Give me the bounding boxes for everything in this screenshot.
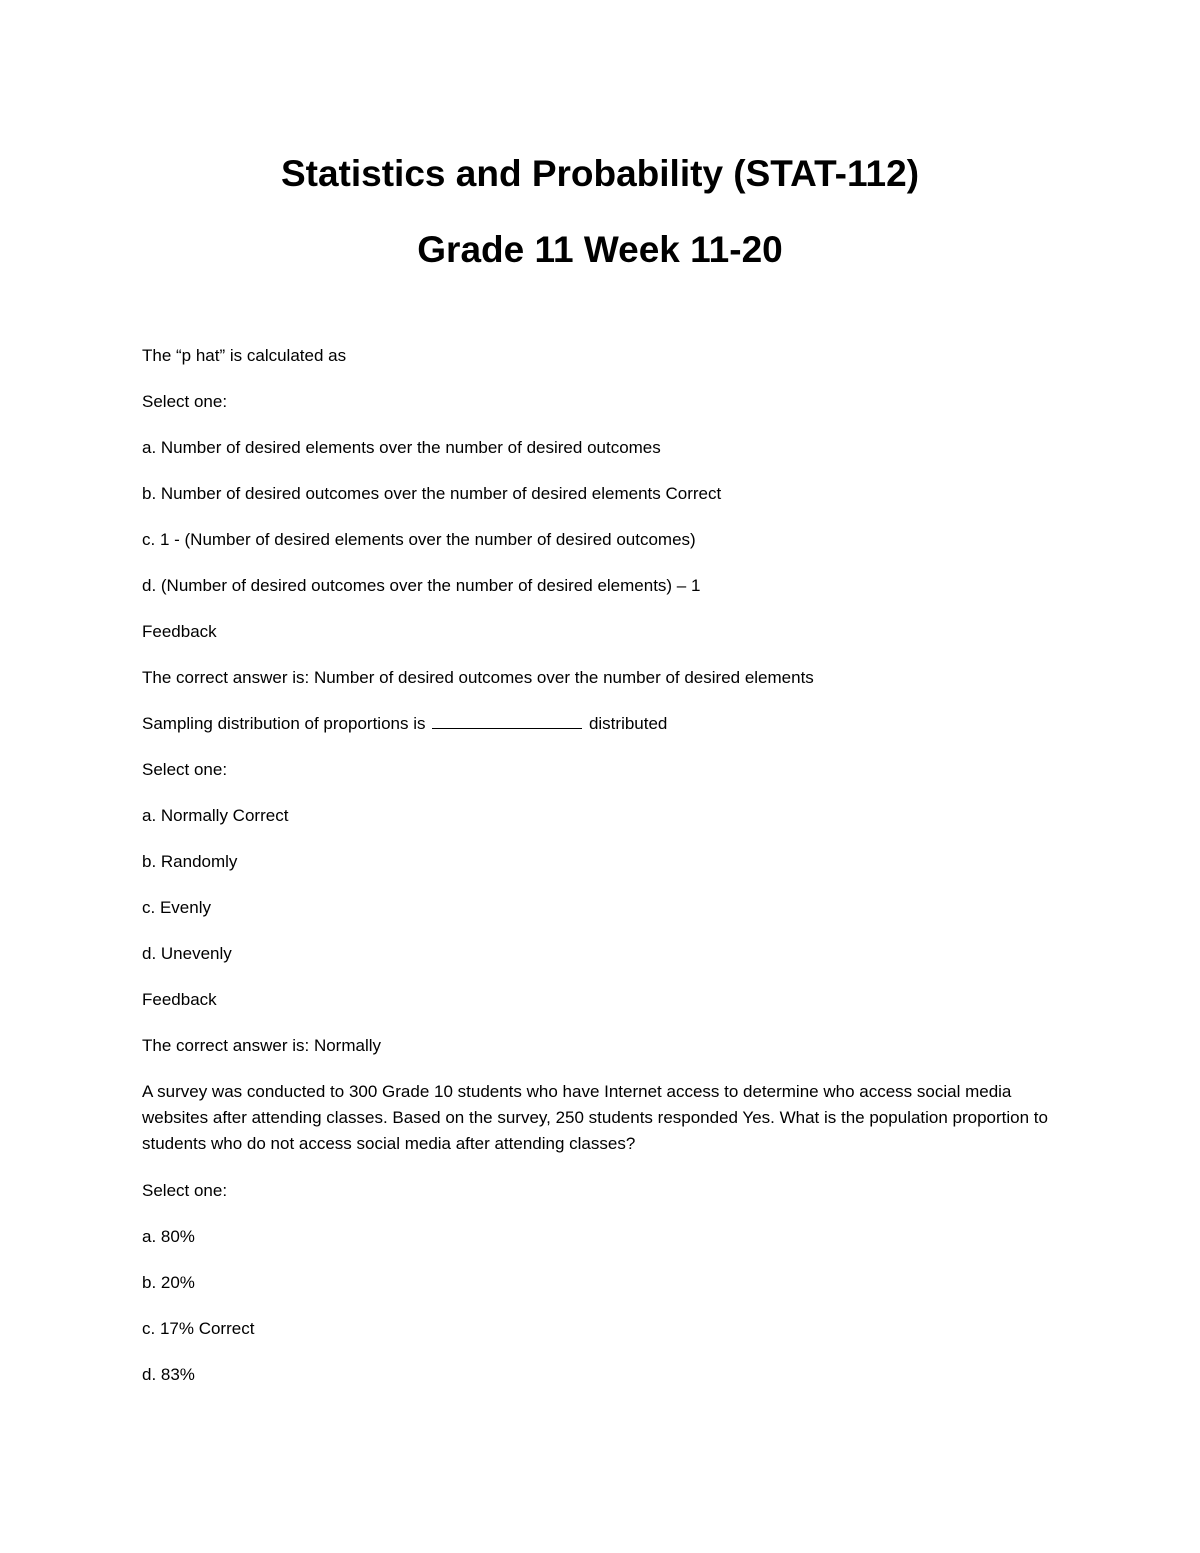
question-3-option-a: a. 80% [142,1227,195,1246]
answer-blank [432,713,582,729]
document-subtitle: Grade 11 Week 11-20 [417,229,783,270]
question-2-prompt [142,712,1062,736]
question-3-prompt: A survey was conducted to 300 Grade 10 students who have Internet access to determine who access social media websites after attending classes. Based on the survey, 250 students responded Yes. What is the population proportion to students who do not access social media after attending classes? [142,1082,1048,1153]
question-1-select-label: Select one: [142,392,228,411]
question-1-option-d: d. (Number of desired outcomes over the number of desired elements) – 1 [142,576,701,595]
question-3-option-d: d. 83% [142,1365,195,1384]
question-2-prompt-before: Sampling distribution of proportions is [142,714,426,733]
document-title: Statistics and Probability (STAT-112) [280,153,920,194]
question-2-select-label: Select one: [142,760,228,779]
question-2-option-c: c. Evenly [142,898,211,917]
question-2-prompt-after: distributed [588,714,668,733]
question-2-option-b: b. Randomly [142,852,238,871]
question-1-option-a: a. Number of desired elements over the number of desired outcomes [142,438,661,457]
question-1-correct-answer: The correct answer is: Number of desired outcomes over the number of desired elements [142,668,814,687]
question-3-option-b: b. 20% [142,1273,195,1292]
question-2-correct-answer: The correct answer is: Normally [142,1036,382,1055]
question-2-feedback-label: Feedback [142,990,217,1009]
question-2-option-d: d. Unevenly [142,944,232,963]
question-1-option-b: b. Number of desired outcomes over the number of desired elements Correct [142,484,722,503]
question-1-prompt: The “p hat” is calculated as [142,346,347,365]
question-3-option-c: c. 17% Correct [142,1319,255,1338]
question-1-option-c: c. 1 - (Number of desired elements over the number of desired outcomes) [142,530,696,549]
question-3-select-label: Select one: [142,1181,228,1200]
question-1-feedback-label: Feedback [142,622,217,641]
question-2-option-a: a. Normally Correct [142,806,289,825]
